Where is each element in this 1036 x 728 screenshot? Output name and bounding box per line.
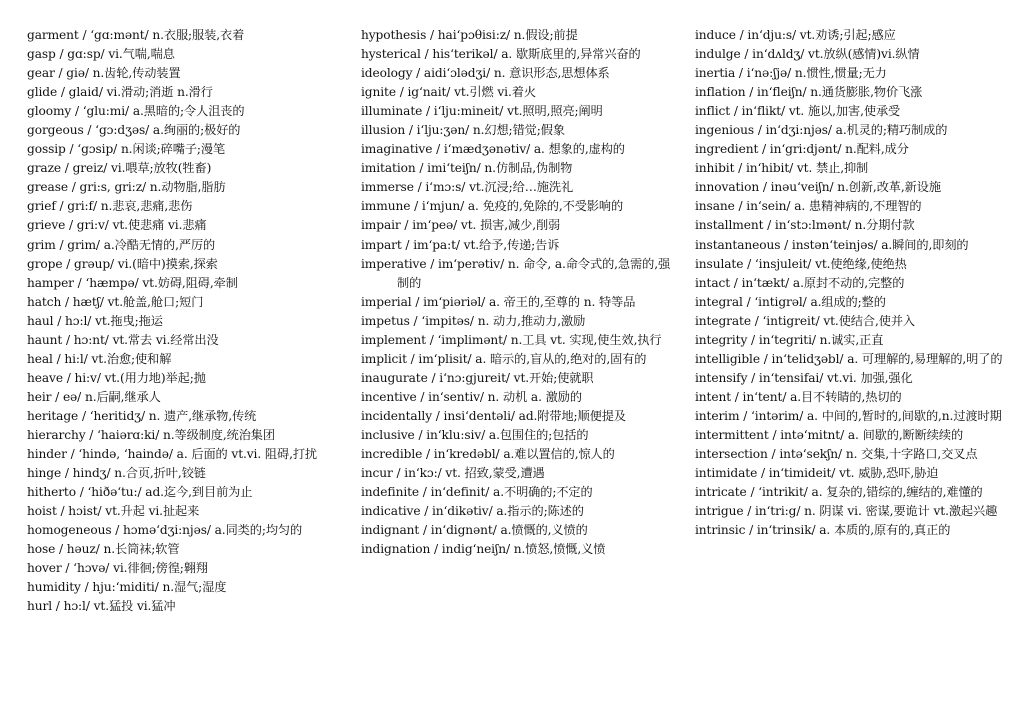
- vocab-entry: immune / i‘mjun/ a. 免疫的,免除的,不受影响的: [361, 199, 624, 214]
- vocab-entry: grope / grəup/ vi.(暗中)摸索,探索: [27, 256, 218, 271]
- vocab-entry: hinder / ‘hində, ‘haində/ a. 后面的 vt.vi. 阻碍,打扰: [27, 447, 318, 462]
- vocab-entry: intrigue / in‘tri:g/ n. 阴谋 vi. 密谋,要诡计 vt.激起兴趣: [695, 504, 998, 519]
- vocab-entry: hierarchy / ‘haiərɑ:ki/ n.等级制度,统治集团: [27, 427, 275, 442]
- vocab-entry: inhibit / in‘hibit/ vt. 禁止,抑制: [695, 161, 869, 176]
- vocab-entry: impart / im‘pa:t/ vt.给予,传递;告诉: [361, 237, 560, 252]
- vocab-entry: illusion / i‘lju:ʒən/ n.幻想;错觉;假象: [361, 123, 565, 138]
- vocab-entry: homogeneous / hɔmə‘dʒi:njəs/ a.同类的;均匀的: [27, 523, 303, 538]
- vocab-entry: integral / ‘intigrəl/ a.组成的;整的: [695, 294, 886, 309]
- vocab-entry: intricate / ‘intrikit/ a. 复杂的,错综的,缠结的,难懂的: [695, 485, 983, 500]
- vocab-entry: impair / im‘peə/ vt. 损害,减少,削弱: [361, 218, 561, 233]
- vocab-entry: inflation / in‘fleiʃn/ n.通货膨胀,物价飞涨: [695, 85, 923, 100]
- vocab-entry: hatch / hætʃ/ vt.舱盖,舱口;短门: [27, 294, 204, 309]
- vocab-entry: inertia / i‘nə:ʃjə/ n.惯性,惯量;无力: [695, 66, 887, 81]
- vocab-entry: incur / in‘kɔ:/ vt. 招致,蒙受,遭遇: [361, 466, 545, 481]
- vocab-entry: heal / hi:l/ vt.治愈;使和解: [27, 351, 172, 366]
- vocab-entry: indicative / in‘dikətiv/ a.指示的;陈述的: [361, 504, 584, 519]
- vocab-entry: gloomy / ‘glu:mi/ a.黑暗的;令人沮丧的: [27, 104, 245, 119]
- vocab-column-1: [27, 26, 343, 616]
- vocab-entry: induce / in‘dju:s/ vt.劝诱;引起;感应: [695, 28, 896, 42]
- vocab-entry: implicit / im‘plisit/ a. 暗示的,盲从的,绝对的,固有的: [361, 351, 647, 366]
- vocab-entry: heir / eə/ n.后嗣,继承人: [27, 389, 161, 404]
- vocab-entry: gear / giə/ n.齿轮,传动装置: [27, 66, 181, 81]
- vocab-entry: incredible / in‘kredəbl/ a.难以置信的,惊人的: [361, 447, 615, 462]
- vocab-entry: inclusive / in‘klu:siv/ a.包围住的;包括的: [361, 427, 589, 442]
- vocab-entry: grief / gri:f/ n.悲哀,悲痛,悲伤: [27, 199, 193, 214]
- vocab-entry: imitation / imi‘teiʃn/ n.仿制品,伪制物: [361, 161, 573, 176]
- vocab-entry: ingenious / in‘dʒi:njəs/ a.机灵的;精巧制成的: [695, 123, 948, 138]
- vocab-entry: grieve / gri:v/ vt.使悲痛 vi.悲痛: [27, 218, 207, 233]
- vocab-entry: grease / gri:s, gri:z/ n.动物脂,脂肪: [27, 180, 226, 195]
- vocab-entry: grim / grim/ a.冷酷无情的,严厉的: [27, 237, 216, 252]
- vocab-entry: intermittent / intə‘mitnt/ a. 间歇的,断断续续的: [695, 427, 964, 442]
- vocab-entry: inflict / in‘flikt/ vt. 施以,加害,使承受: [695, 104, 901, 119]
- vocab-entry: haunt / hɔ:nt/ vt.常去 vi.经常出没: [27, 332, 219, 347]
- vocab-entry: haul / hɔ:l/ vt.拖曳;拖运: [27, 313, 163, 328]
- vocab-entry: hoist / hɔist/ vt.升起 vi.扯起来: [27, 504, 200, 519]
- vocab-entry: humidity / hju:‘miditi/ n.湿气;湿度: [27, 580, 227, 595]
- vocab-entry: indignation / indig‘neiʃn/ n.愤怒,愤慨,义愤: [361, 542, 606, 557]
- vocab-entry: intensify / in‘tensifai/ vt.vi. 加强,强化: [695, 370, 913, 385]
- vocab-entry: imperial / im‘piəriəl/ a. 帝王的,至尊的 n. 特等品: [361, 294, 636, 309]
- vocab-entry: incentive / in‘sentiv/ n. 动机 a. 激励的: [361, 389, 582, 404]
- vocab-entry: gossip / ‘gɔsip/ n.闲谈;碎嘴子;漫笔: [27, 142, 226, 157]
- vocab-entry: hitherto / ‘hiðə‘tu:/ ad.迄今,到目前为止: [27, 485, 253, 500]
- vocab-entry: insane / in‘sein/ a. 患精神病的,不理智的: [695, 199, 922, 214]
- vocab-entry: implement / ‘implimənt/ n.工具 vt. 实现,使生效,执行: [361, 332, 662, 347]
- vocab-entry: intersection / intə‘sekʃn/ n. 交集,十字路口,交叉点: [695, 447, 978, 462]
- vocab-entry: installment / in‘stɔ:lmənt/ n.分期付款: [695, 218, 915, 233]
- vocab-entry: graze / greiz/ vi.喂草;放牧(牲畜): [27, 161, 212, 176]
- vocab-entry: heave / hi:v/ vt.(用力地)举起;抛: [27, 370, 206, 385]
- vocab-entry: integrate / ‘intigreit/ vt.使结合,使并入: [695, 313, 916, 328]
- vocab-entry: hamper / ‘hæmpə/ vt.妨碍,阻碍,牵制: [27, 275, 238, 290]
- vocab-entry: garment / ‘gɑ:mənt/ n.衣服;服装,衣着: [27, 28, 245, 42]
- vocab-entry: instantaneous / instən‘teinjəs/ a.瞬间的,即刻的: [695, 237, 969, 252]
- vocab-entry: heritage / ‘heritidʒ/ n. 遗产,继承物,传统: [27, 408, 257, 423]
- vocab-entry: ideology / aidi‘ɔlədʒi/ n. 意识形态,思想体系: [361, 66, 610, 81]
- vocab-entry: intent / in‘tent/ a.目不转睛的,热切的: [695, 389, 902, 404]
- vocab-entry: hover / ‘hɔvə/ vi.徘徊;傍徨;翱翔: [27, 561, 208, 576]
- vocab-entry: hypothesis / hai‘pɔθisi:z/ n.假设;前提: [361, 28, 578, 42]
- vocab-entry: hurl / hɔ:l/ vt.猛投 vi.猛冲: [27, 599, 176, 614]
- vocab-entry: indulge / in‘dʌldʒ/ vt.放纵(感情)vi.纵情: [695, 47, 920, 62]
- vocab-entry: indefinite / in‘definit/ a.不明确的;不定的: [361, 485, 593, 500]
- vocab-entry: hinge / hindʒ/ n.合页,折叶,铰链: [27, 466, 206, 481]
- vocab-entry: imaginative / i‘mædʒənətiv/ a. 想象的,虚构的: [361, 142, 625, 157]
- vocab-entry: ingredient / in‘gri:djənt/ n.配料,成分: [695, 142, 909, 157]
- vocab-entry: inaugurate / i‘nɔ:gjureit/ vt.开始;使就职: [361, 370, 594, 385]
- vocab-entry: immerse / i‘mɔ:s/ vt.沉浸;给…施洗礼: [361, 180, 574, 195]
- vocab-column-2: [361, 26, 677, 559]
- vocab-entry: hysterical / his‘terikəl/ a. 歇斯底里的,异常兴奋的: [361, 47, 641, 62]
- vocab-entry: intact / in‘tækt/ a.原封不动的,完整的: [695, 275, 905, 290]
- vocab-entry: hose / həuz/ n.长筒袜;软管: [27, 542, 180, 557]
- vocab-entry: illuminate / i‘lju:mineit/ vt.照明,照亮;阐明: [361, 104, 603, 119]
- vocab-entry: gorgeous / ‘gɔ:dʒəs/ a.绚丽的;极好的: [27, 123, 241, 138]
- vocab-entry: ignite / ig‘nait/ vt.引燃 vi.着火: [361, 85, 536, 100]
- vocab-column-3: [695, 26, 1011, 540]
- vocab-entry: intimidate / in‘timideit/ vt. 威胁,恐吓,胁迫: [695, 466, 939, 481]
- vocab-entry: interim / ‘intərim/ a. 中间的,暂时的,间歇的,n.过渡时期: [695, 408, 1002, 423]
- vocab-entry: innovation / inəu‘veiʃn/ n.创新,改革,新设施: [695, 180, 941, 195]
- vocab-entry: intelligible / in‘telidʒəbl/ a. 可理解的,易理解的,明了的: [695, 351, 1003, 366]
- vocab-entry: incidentally / insi‘dentəli/ ad.附带地;顺便提及: [361, 408, 626, 423]
- vocab-entry: glide / glaid/ vi.滑动;消逝 n.滑行: [27, 85, 213, 100]
- vocab-entry: indignant / in‘dignənt/ a.愤慨的,义愤的: [361, 523, 588, 538]
- vocab-entry: insulate / ‘insjuleit/ vt.使绝缘,使绝热: [695, 256, 907, 271]
- vocab-entry: gasp / gɑ:sp/ vi.气喘,喘息: [27, 47, 175, 62]
- vocab-entry: intrinsic / in‘trinsik/ a. 本质的,原有的,真正的: [695, 523, 951, 538]
- vocab-entry: integrity / in‘tegriti/ n.诚实,正直: [695, 332, 884, 347]
- vocab-entry: impetus / ‘impitəs/ n. 动力,推动力,激励: [361, 313, 586, 328]
- vocab-entry: imperative / im‘perətiv/ n. 命令, a.命令式的,急需的,强制的: [361, 256, 671, 290]
